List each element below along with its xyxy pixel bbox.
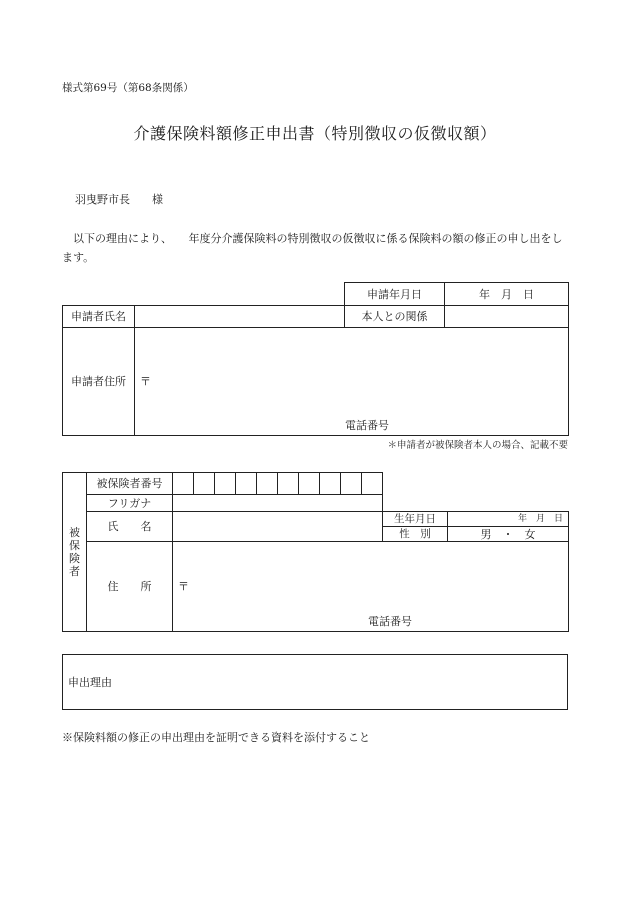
insured-address-field[interactable] — [173, 542, 569, 632]
reason-label: 申出理由 — [68, 675, 112, 689]
insured-number-digit[interactable] — [278, 473, 299, 495]
addressee: 羽曳野市長 様 — [75, 193, 163, 206]
insured-phone-label: 電話番号 — [368, 615, 412, 628]
gender-field[interactable]: 男 ・ 女 — [448, 527, 569, 542]
insured-name-field[interactable] — [173, 512, 383, 542]
applicant-table — [62, 282, 569, 436]
applicant-name-field[interactable] — [135, 306, 345, 328]
insured-number-digit[interactable] — [362, 473, 383, 495]
insured-number-digit[interactable] — [320, 473, 341, 495]
birth-date-field[interactable]: 年 月 日 — [448, 512, 569, 527]
insured-number-digit[interactable] — [257, 473, 278, 495]
reason-table — [62, 654, 568, 710]
insured-number-digit[interactable] — [236, 473, 257, 495]
insured-name-label: 氏 名 — [87, 512, 173, 542]
page-title: 介護保険料額修正申出書（特別徴収の仮徴収額） — [133, 124, 497, 143]
furigana-field[interactable] — [173, 495, 383, 512]
insured-table — [62, 472, 569, 632]
insured-number-digit[interactable] — [299, 473, 320, 495]
insured-address-label: 住 所 — [87, 542, 173, 632]
application-date-field[interactable]: 年 月 日 — [445, 283, 569, 306]
insured-number-digit[interactable] — [173, 473, 194, 495]
postal-mark: 〒 — [140, 375, 151, 388]
relation-label: 本人との関係 — [345, 306, 445, 328]
insured-side-label: 被 保 険 者 — [63, 473, 87, 632]
applicant-name-label: 申請者氏名 — [63, 306, 135, 328]
attachment-note: ※保険料額の修正の申出理由を証明できる資料を添付すること — [62, 731, 370, 744]
applicant-address-field[interactable] — [135, 328, 569, 436]
reason-field[interactable] — [63, 655, 568, 710]
applicant-address-label: 申請者住所 — [63, 328, 135, 436]
relation-field[interactable] — [445, 306, 569, 328]
application-date-label: 申請年月日 — [345, 283, 445, 306]
gender-label: 性 別 — [383, 527, 448, 542]
form-number: 様式第69号（第68条関係） — [62, 82, 194, 94]
furigana-label: フリガナ — [87, 495, 173, 512]
insured-number-digit[interactable] — [341, 473, 362, 495]
applicant-phone-label: 電話番号 — [345, 419, 389, 432]
applicant-note: ＊申請者が被保険者本人の場合、記載不要 — [387, 440, 568, 451]
postal-mark: 〒 — [178, 580, 189, 593]
insured-number-digit[interactable] — [194, 473, 215, 495]
insured-number-digit[interactable] — [215, 473, 236, 495]
insured-number-label: 被保険者番号 — [87, 473, 173, 495]
request-statement: 以下の理由により、 年度分介護保険料の特別徴収の仮徴収に係る保険料の額の修正の申し出をします。 — [62, 232, 563, 264]
birth-date-label: 生年月日 — [383, 512, 448, 527]
